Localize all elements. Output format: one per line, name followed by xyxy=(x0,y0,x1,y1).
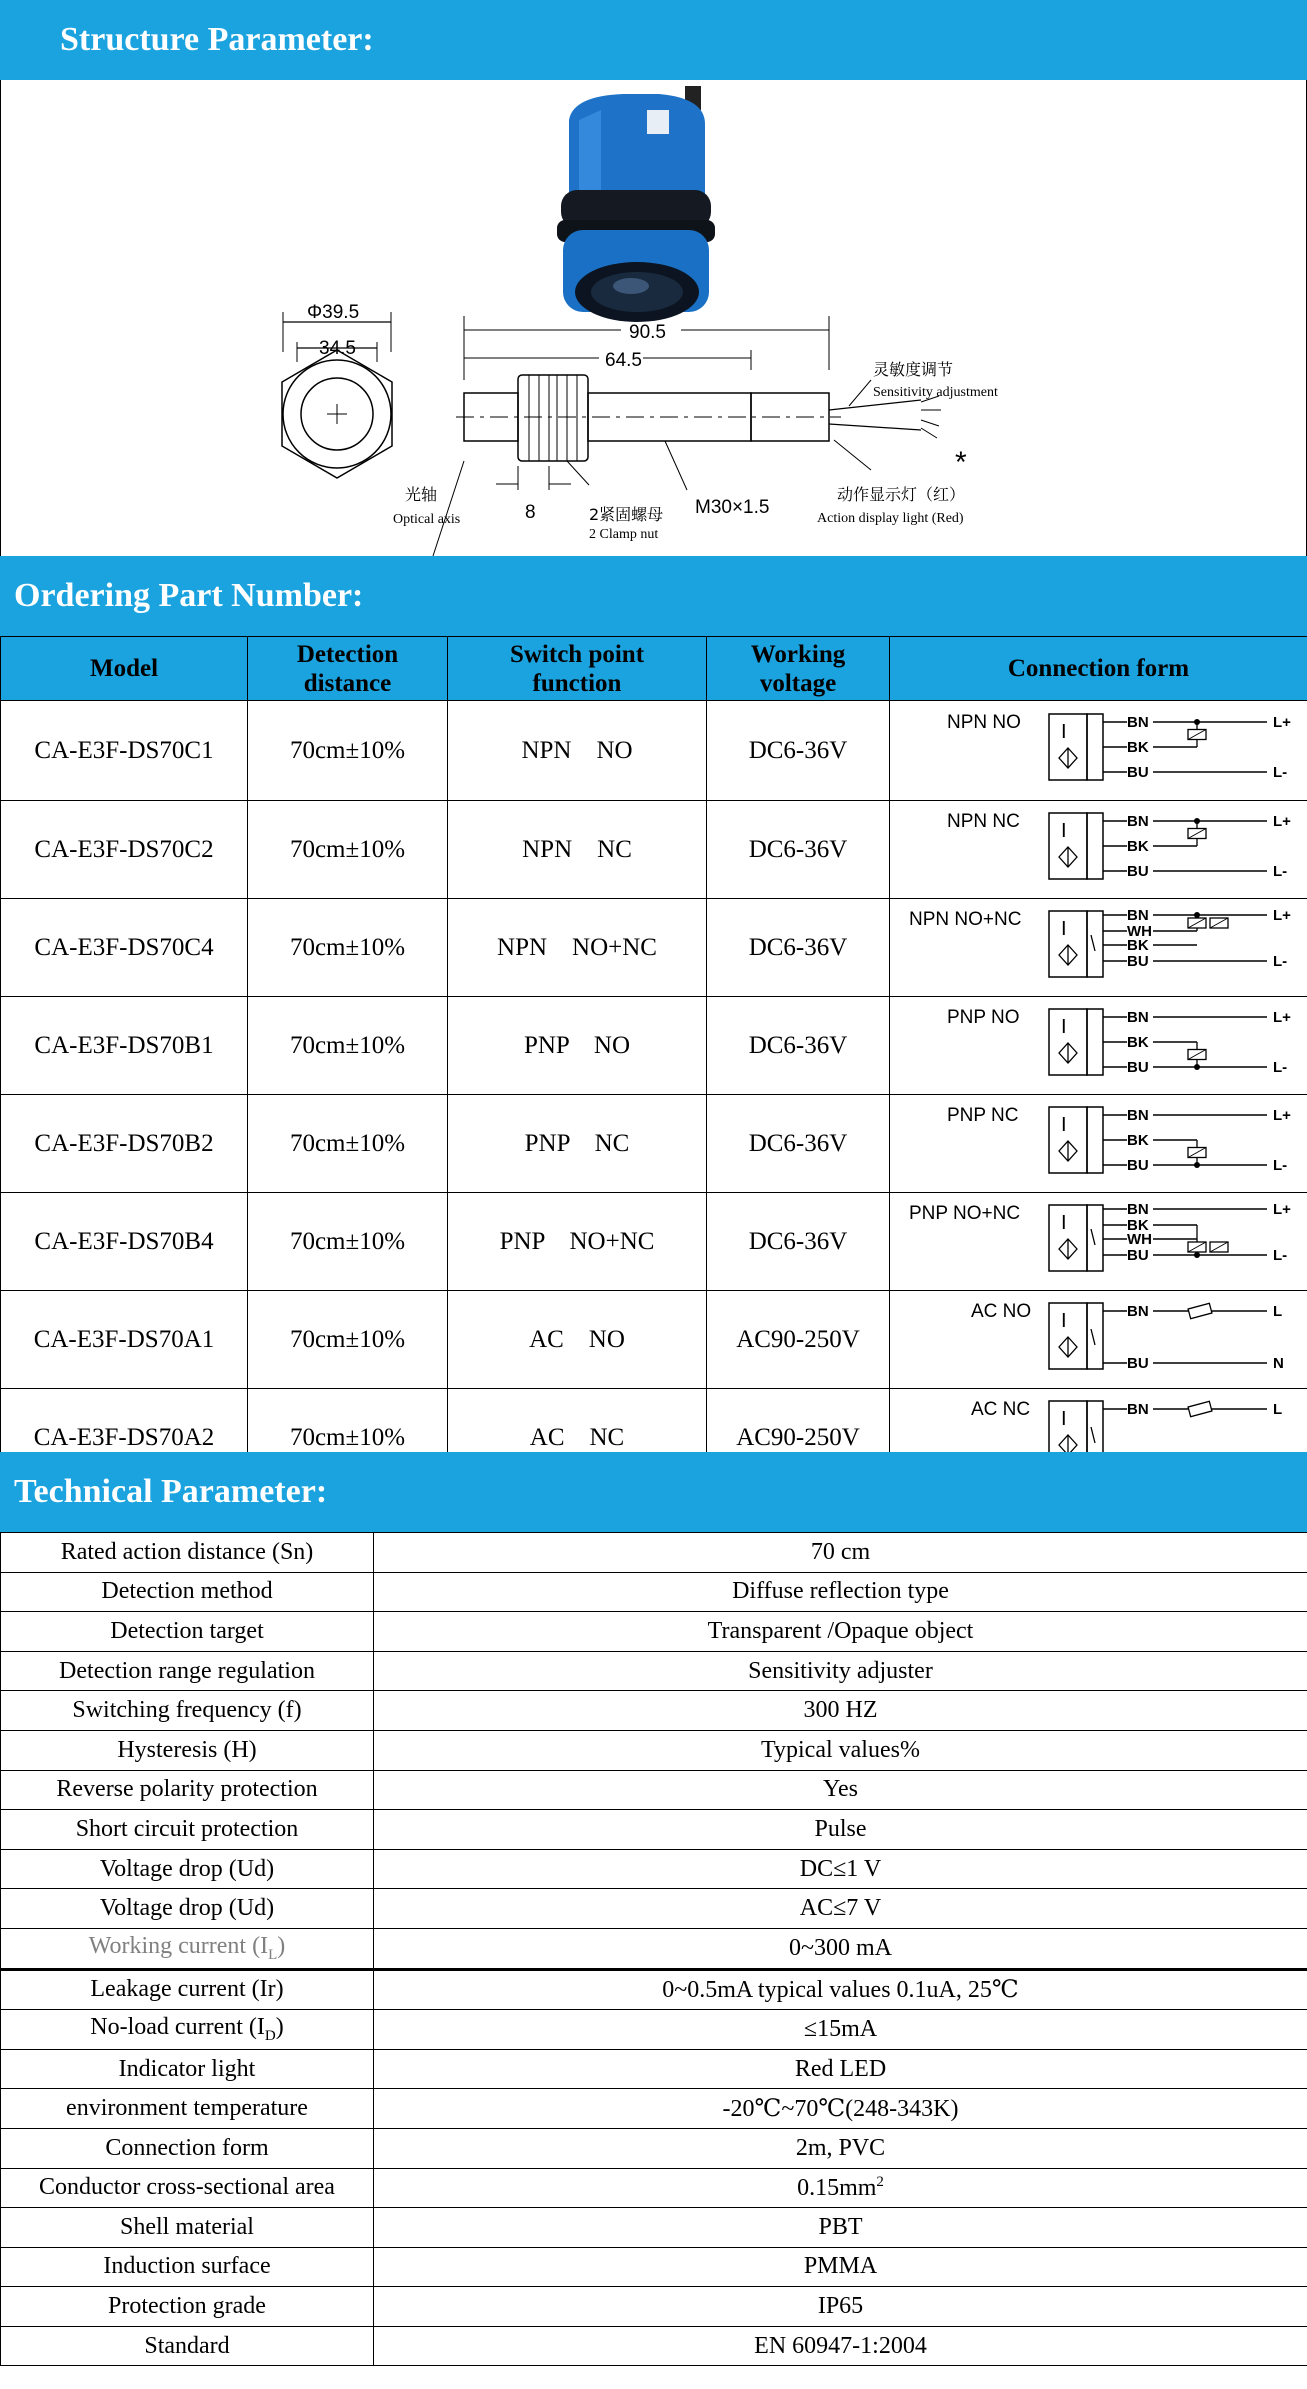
param-value: 0~0.5mA typical values 0.1uA, 25℃ xyxy=(374,1969,1307,2010)
svg-text:L-: L- xyxy=(1272,1059,1287,1076)
model-cell: CA-E3F-DS70C2 xyxy=(1,801,248,899)
param-name: Switching frequency (f) xyxy=(1,1691,374,1731)
ordering-header-row xyxy=(1,637,1307,701)
connection-label: NPN NO+NC xyxy=(908,909,1021,930)
table-row xyxy=(1,1291,1307,1389)
table-row xyxy=(1,1810,1307,1850)
wiring-diagram xyxy=(891,702,1307,792)
dim-phi-label: Φ39.5 xyxy=(307,302,360,323)
sensor-photo xyxy=(557,86,715,322)
distance-cell: 70cm±10% xyxy=(248,899,448,997)
param-value: IP65 xyxy=(374,2287,1307,2327)
distance-cell: 70cm±10% xyxy=(248,1095,448,1193)
param-value: -20℃~70℃(248-343K) xyxy=(374,2089,1307,2129)
model-cell: CA-E3F-DS70B4 xyxy=(1,1193,248,1291)
svg-text:BN: BN xyxy=(1126,1107,1149,1124)
table-row xyxy=(1,1889,1307,1929)
param-value: 0~300 mA xyxy=(374,1928,1307,1969)
param-name: environment temperature xyxy=(1,2089,374,2129)
svg-text:L-: L- xyxy=(1272,953,1287,970)
connection-cell xyxy=(890,899,1307,997)
table-row xyxy=(1,2208,1307,2248)
svg-text:BN: BN xyxy=(1126,1303,1149,1320)
param-value: ≤15mA xyxy=(374,2010,1307,2050)
function-cell: PNP NO+NC xyxy=(448,1193,707,1291)
function-cell: NPN NO+NC xyxy=(448,899,707,997)
svg-text:BK: BK xyxy=(1126,1132,1149,1149)
param-value: PBT xyxy=(374,2208,1307,2248)
table-row xyxy=(1,1612,1307,1652)
param-value: $0.15mm^2$ xyxy=(374,2168,1307,2208)
param-name: Shell material xyxy=(1,2208,374,2248)
svg-text:BK: BK xyxy=(1126,1034,1149,1051)
svg-text:BU: BU xyxy=(1126,863,1149,880)
function-cell: PNP NO xyxy=(448,997,707,1095)
clamp-nut-cn: 2紧固螺母 xyxy=(589,505,664,524)
svg-text:L: L xyxy=(1272,1303,1282,1320)
svg-text:I: I xyxy=(1060,721,1067,743)
svg-text:BN: BN xyxy=(1126,907,1149,924)
table-row xyxy=(1,1770,1307,1810)
param-value: DC≤1 V xyxy=(374,1849,1307,1889)
param-name: Hysteresis (H) xyxy=(1,1730,374,1770)
param-name: Voltage drop (Ud) xyxy=(1,1849,374,1889)
thread-label: M30×1.5 xyxy=(695,497,770,518)
table-row xyxy=(1,1928,1307,1969)
param-name: Short circuit protection xyxy=(1,1810,374,1850)
section-title: Ordering Part Number: xyxy=(14,577,364,614)
param-name: No-load current $(I_D)$ xyxy=(1,2010,374,2050)
param-name: Detection target xyxy=(1,1612,374,1652)
model-cell: CA-E3F-DS70C1 xyxy=(1,701,248,801)
svg-text:L-: L- xyxy=(1272,1247,1287,1264)
distance-cell: 70cm±10% xyxy=(248,701,448,801)
param-value: Sensitivity adjuster xyxy=(374,1651,1307,1691)
svg-text:I: I xyxy=(1060,918,1067,940)
svg-text:L-: L- xyxy=(1272,1157,1287,1174)
param-value: Yes xyxy=(374,1770,1307,1810)
wiring-diagram xyxy=(891,899,1307,989)
sensitivity-cn: 灵敏度调节 xyxy=(873,360,954,379)
connection-label: AC NC xyxy=(970,1399,1030,1420)
model-cell: CA-E3F-DS70C4 xyxy=(1,899,248,997)
section-header-ordering xyxy=(0,556,1307,636)
table-row xyxy=(1,1969,1307,2010)
svg-text:L: L xyxy=(1272,1401,1282,1418)
svg-text:BK: BK xyxy=(1126,1217,1149,1234)
svg-text:I: I xyxy=(1060,1212,1067,1234)
svg-text:N: N xyxy=(1272,1355,1284,1372)
model-cell: CA-E3F-DS70A2 xyxy=(1,1389,248,1487)
section-title: Technical Parameter: xyxy=(14,1473,328,1510)
connection-label: PNP NO+NC xyxy=(908,1203,1020,1224)
function-cell: NPN NO xyxy=(448,701,707,801)
svg-text:BN: BN xyxy=(1126,1201,1149,1218)
connection-cell xyxy=(890,997,1307,1095)
col-header-switch: Switch point function xyxy=(448,637,707,701)
connection-label: NPN NC xyxy=(946,811,1020,832)
wiring-diagram xyxy=(891,1193,1307,1283)
voltage-cell: DC6-36V xyxy=(707,801,890,899)
svg-text:BK: BK xyxy=(1126,739,1149,756)
param-name: Indicator light xyxy=(1,2049,374,2089)
svg-text:BK: BK xyxy=(1126,838,1149,855)
param-value: Pulse xyxy=(374,1810,1307,1850)
param-name: Detection method xyxy=(1,1572,374,1612)
dim-905-label: 90.5 xyxy=(629,322,666,343)
section-title: Structure Parameter: xyxy=(60,21,374,58)
connection-label: AC NO xyxy=(970,1301,1031,1322)
technical-table xyxy=(0,1532,1307,2366)
svg-text:I: I xyxy=(1060,1016,1067,1038)
function-cell: AC NC xyxy=(448,1389,707,1487)
svg-text:BU: BU xyxy=(1126,1247,1149,1264)
param-name: Induction surface xyxy=(1,2247,374,2287)
wiring-diagram xyxy=(891,1095,1307,1185)
table-row xyxy=(1,801,1307,899)
connection-cell xyxy=(890,1095,1307,1193)
param-value: PMMA xyxy=(374,2247,1307,2287)
col-header-model: Model xyxy=(1,637,248,701)
svg-text:BU: BU xyxy=(1126,764,1149,781)
table-row xyxy=(1,1849,1307,1889)
table-row xyxy=(1,997,1307,1095)
col-header-detection: Detection distance xyxy=(248,637,448,701)
wiring-diagram xyxy=(891,997,1307,1087)
param-name: Working current $(I_L)$ xyxy=(1,1928,374,1969)
table-row xyxy=(1,1572,1307,1612)
table-row xyxy=(1,899,1307,997)
connection-label: PNP NC xyxy=(946,1105,1018,1126)
distance-cell: 70cm±10% xyxy=(248,1389,448,1487)
param-value: EN 60947-1:2004 xyxy=(374,2326,1307,2366)
wiring-diagram xyxy=(891,801,1307,891)
table-row xyxy=(1,2128,1307,2168)
distance-cell: 70cm±10% xyxy=(248,1193,448,1291)
function-cell: AC NO xyxy=(448,1291,707,1389)
optical-axis-cn: 光轴 xyxy=(405,485,438,504)
param-name: Standard xyxy=(1,2326,374,2366)
structure-drawing xyxy=(1,80,1306,556)
connection-cell xyxy=(890,701,1307,801)
voltage-cell: DC6-36V xyxy=(707,997,890,1095)
connection-label: PNP NO xyxy=(946,1007,1020,1028)
voltage-cell: AC90-250V xyxy=(707,1291,890,1389)
svg-text:BU: BU xyxy=(1126,1355,1149,1372)
model-cell: CA-E3F-DS70B2 xyxy=(1,1095,248,1193)
voltage-cell: DC6-36V xyxy=(707,1193,890,1291)
table-row xyxy=(1,1533,1307,1573)
action-light-en: Action display light (Red) xyxy=(817,511,964,526)
optical-axis-en: Optical axis xyxy=(393,512,461,527)
structure-drawing-area xyxy=(0,80,1307,556)
dim-8-label: 8 xyxy=(525,502,536,523)
table-row xyxy=(1,1095,1307,1193)
svg-text:L+: L+ xyxy=(1272,907,1291,924)
svg-text:L+: L+ xyxy=(1272,1107,1291,1124)
svg-text:L-: L- xyxy=(1272,863,1287,880)
table-row xyxy=(1,701,1307,801)
voltage-cell: DC6-36V xyxy=(707,899,890,997)
voltage-cell: AC90-250V xyxy=(707,1389,890,1487)
connection-label: NPN NO xyxy=(946,712,1021,733)
clamp-nut-en: 2 Clamp nut xyxy=(589,527,659,542)
svg-text:L+: L+ xyxy=(1272,813,1291,830)
param-name: Reverse polarity protection xyxy=(1,1770,374,1810)
col-header-connection: Connection form xyxy=(890,637,1307,701)
svg-text:L+: L+ xyxy=(1272,1201,1291,1218)
table-row xyxy=(1,2089,1307,2129)
asterisk-mark: * xyxy=(955,446,967,479)
svg-text:I: I xyxy=(1060,820,1067,842)
connection-cell xyxy=(890,801,1307,899)
table-row xyxy=(1,2326,1307,2366)
param-name: Leakage current (Ir) xyxy=(1,1969,374,2010)
param-name: Conductor cross-sectional area xyxy=(1,2168,374,2208)
svg-text:BK: BK xyxy=(1126,937,1149,954)
table-row xyxy=(1,2287,1307,2327)
ordering-table xyxy=(0,636,1307,1487)
svg-text:WH: WH xyxy=(1126,1231,1152,1248)
distance-cell: 70cm±10% xyxy=(248,1291,448,1389)
svg-text:BN: BN xyxy=(1126,813,1149,830)
col-header-voltage: Working voltage xyxy=(707,637,890,701)
table-row xyxy=(1,1651,1307,1691)
section-header-structure xyxy=(0,0,1307,80)
model-cell: CA-E3F-DS70A1 xyxy=(1,1291,248,1389)
svg-text:BU: BU xyxy=(1126,1157,1149,1174)
section-header-technical xyxy=(0,1452,1307,1532)
param-value: AC≤7 V xyxy=(374,1889,1307,1929)
distance-cell: 70cm±10% xyxy=(248,801,448,899)
param-value: 2m, PVC xyxy=(374,2128,1307,2168)
svg-text:BN: BN xyxy=(1126,714,1149,731)
param-name: Protection grade xyxy=(1,2287,374,2327)
model-cell: CA-E3F-DS70B1 xyxy=(1,997,248,1095)
param-value: 300 HZ xyxy=(374,1691,1307,1731)
front-view xyxy=(282,312,392,478)
wiring-diagram xyxy=(891,1291,1307,1381)
param-name: Rated action distance (Sn) xyxy=(1,1533,374,1573)
param-name: Detection range regulation xyxy=(1,1651,374,1691)
param-value: Typical values% xyxy=(374,1730,1307,1770)
connection-cell xyxy=(890,1193,1307,1291)
param-value: Transparent /Opaque object xyxy=(374,1612,1307,1652)
distance-cell: 70cm±10% xyxy=(248,997,448,1095)
svg-text:L+: L+ xyxy=(1272,1009,1291,1026)
connection-cell xyxy=(890,1291,1307,1389)
function-cell: NPN NC xyxy=(448,801,707,899)
function-cell: PNP NC xyxy=(448,1095,707,1193)
param-value: Red LED xyxy=(374,2049,1307,2089)
param-name: Connection form xyxy=(1,2128,374,2168)
svg-text:BU: BU xyxy=(1126,953,1149,970)
svg-text:L-: L- xyxy=(1272,764,1287,781)
svg-text:I: I xyxy=(1060,1310,1067,1332)
param-name: Voltage drop (Ud) xyxy=(1,1889,374,1929)
voltage-cell: DC6-36V xyxy=(707,1095,890,1193)
dim-645-label: 64.5 xyxy=(605,350,642,371)
table-row xyxy=(1,1730,1307,1770)
table-row xyxy=(1,1193,1307,1291)
table-row xyxy=(1,1691,1307,1731)
svg-text:BN: BN xyxy=(1126,1401,1149,1418)
svg-text:BU: BU xyxy=(1126,1059,1149,1076)
sensitivity-en: Sensitivity adjustment xyxy=(873,385,998,400)
svg-text:I: I xyxy=(1060,1408,1067,1430)
table-row xyxy=(1,2049,1307,2089)
param-value: 70 cm xyxy=(374,1533,1307,1573)
table-row xyxy=(1,2168,1307,2208)
action-light-cn: 动作显示灯（红） xyxy=(837,485,966,504)
dim-345-label: 34.5 xyxy=(319,338,356,359)
table-row xyxy=(1,2010,1307,2050)
param-value: Diffuse reflection type xyxy=(374,1572,1307,1612)
svg-text:WH: WH xyxy=(1126,923,1152,940)
voltage-cell: DC6-36V xyxy=(707,701,890,801)
svg-text:BN: BN xyxy=(1126,1009,1149,1026)
svg-text:I: I xyxy=(1060,1114,1067,1136)
svg-text:L+: L+ xyxy=(1272,714,1291,731)
table-row xyxy=(1,2247,1307,2287)
